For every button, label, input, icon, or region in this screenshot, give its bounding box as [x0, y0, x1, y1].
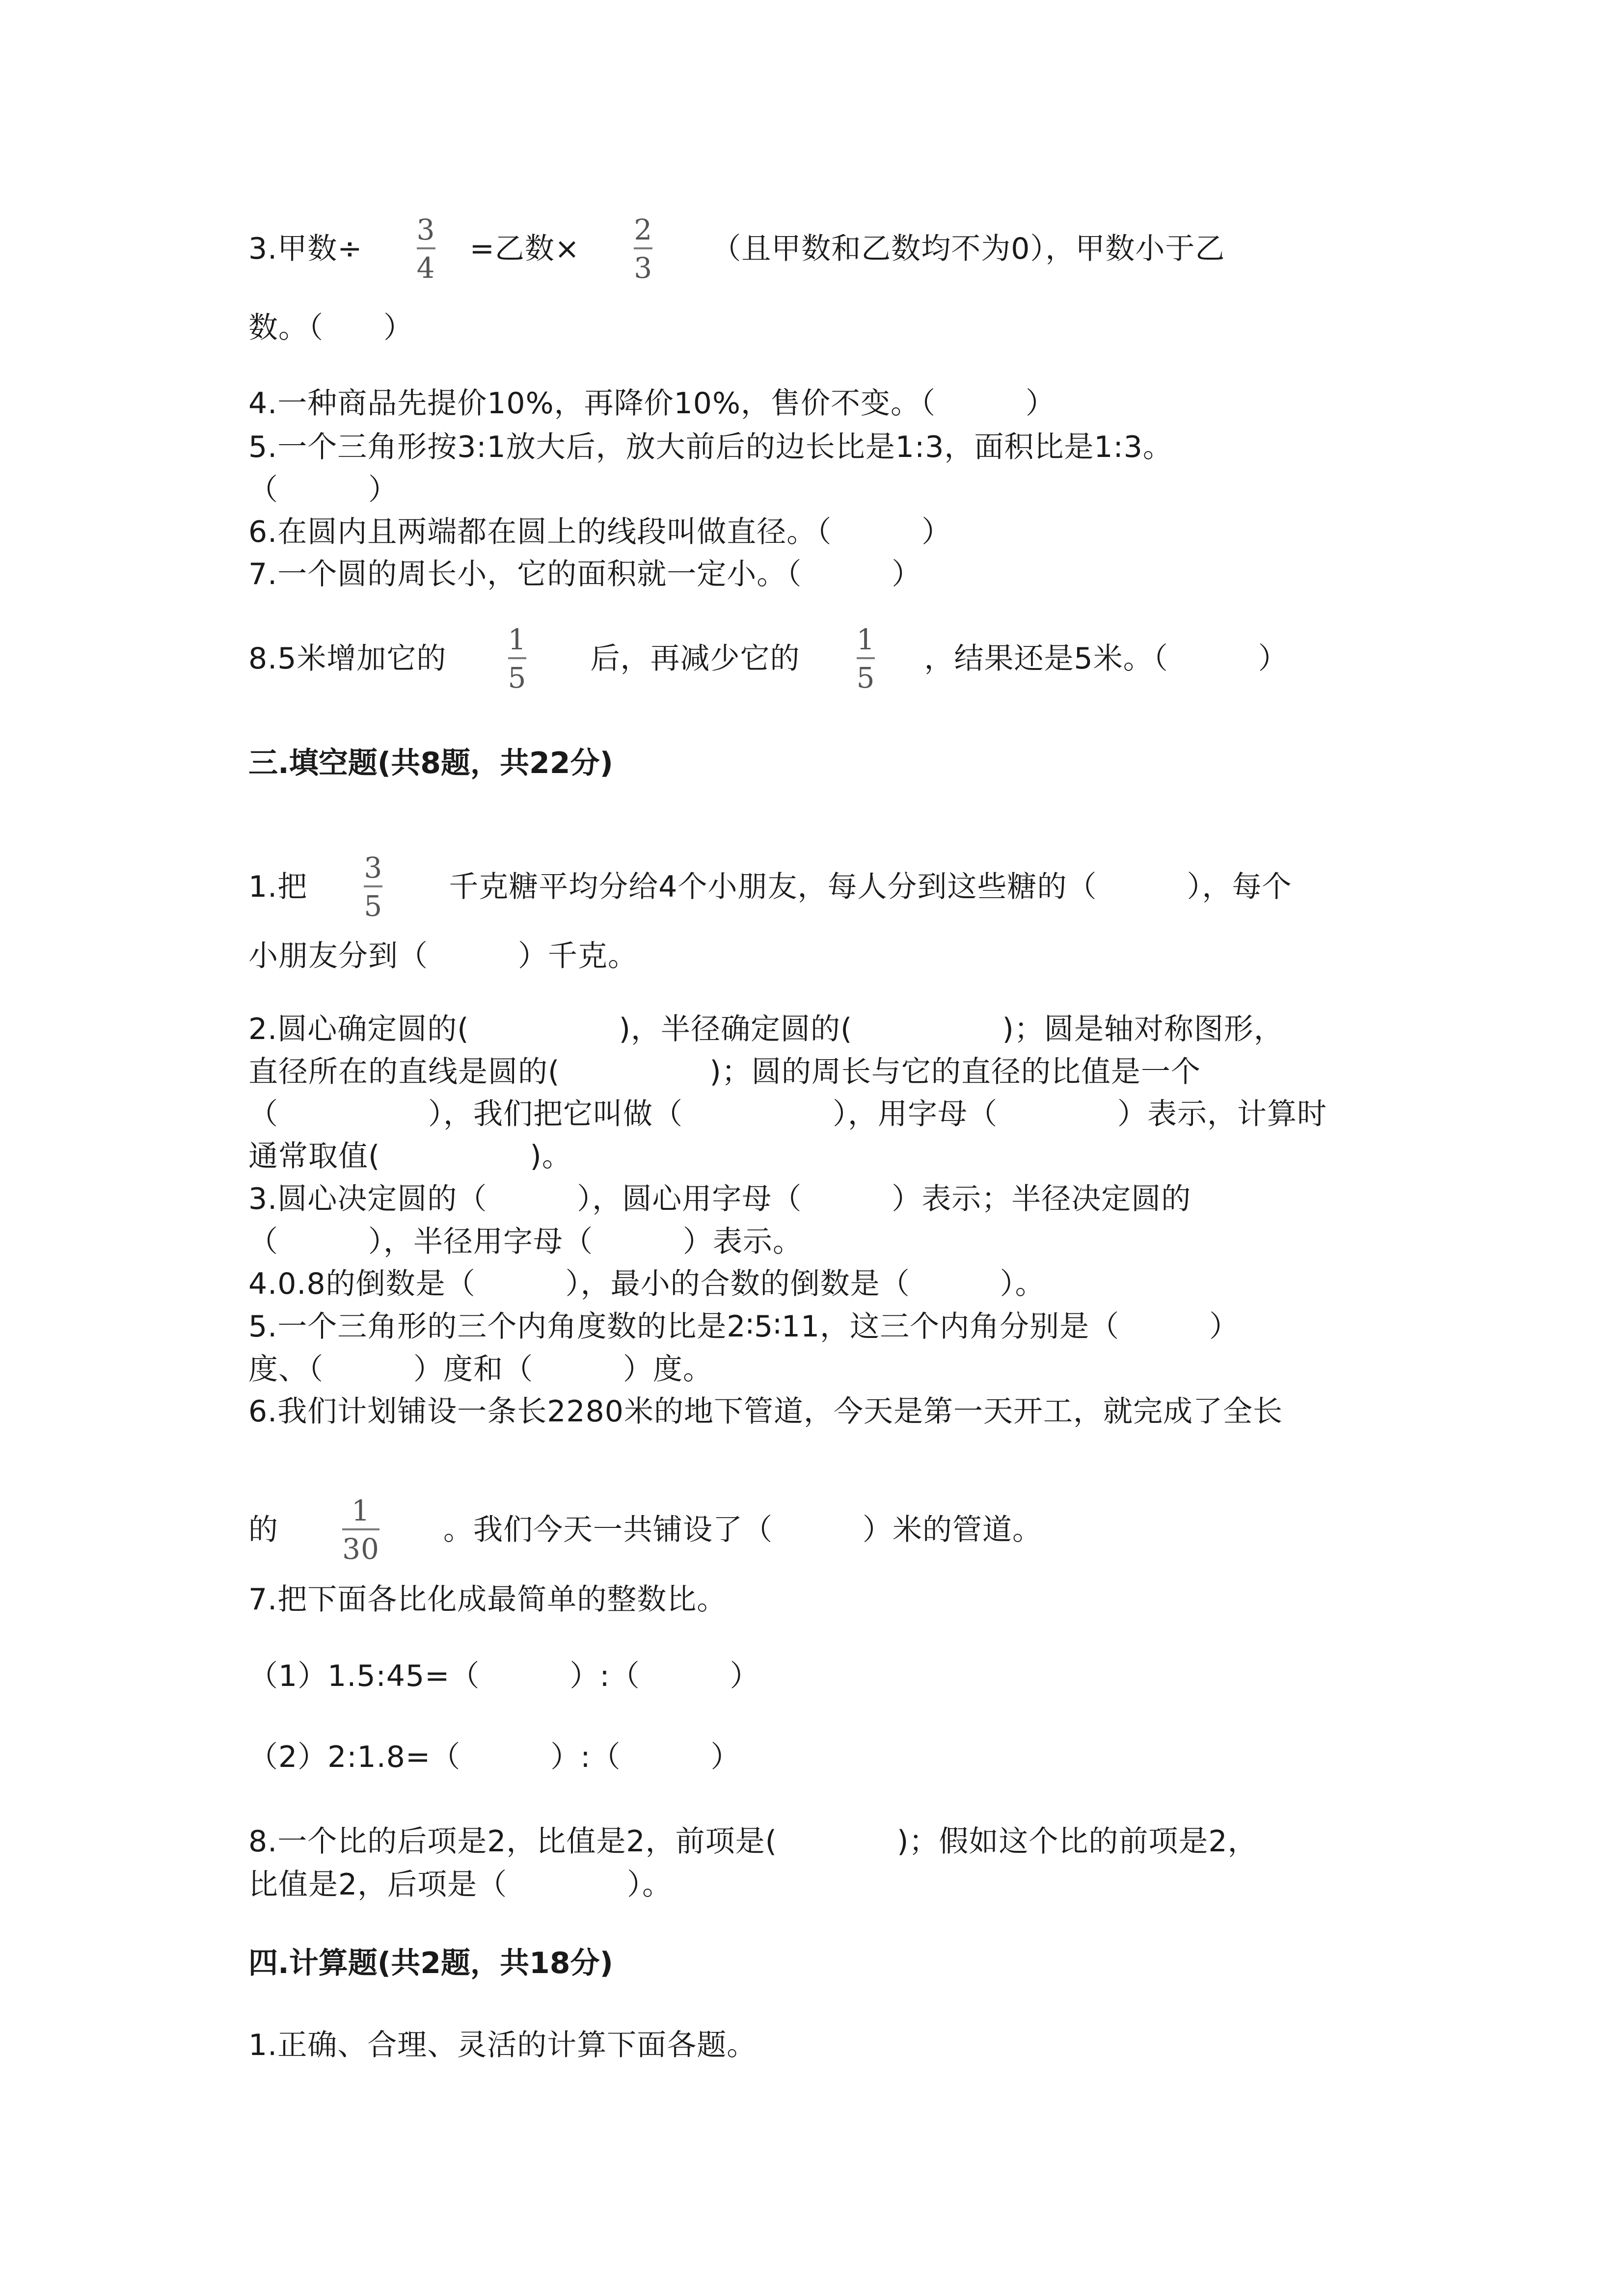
fraction-denominator: 4: [416, 251, 435, 285]
fill-6-text-a: 的: [248, 1513, 278, 1547]
judge-3-text-a: 3.甲数÷: [248, 232, 363, 266]
fill-1-text-a: 1.把: [248, 870, 308, 904]
fill-item-1: [248, 852, 1292, 922]
judge-item-5-continued: （ ）: [248, 473, 398, 507]
fill-item-1-continued: 小朋友分到（ ）千克。: [248, 939, 638, 973]
fill-item-7-sub-1: （1）1.5:45=（ ）:（ ）: [248, 1659, 760, 1693]
fraction: [342, 1495, 379, 1565]
fraction-bar: [508, 657, 527, 659]
fraction-bar: [417, 247, 435, 249]
judge-item-6: 6.在圆内且两端都在圆上的线段叫做直径。（ ）: [248, 515, 952, 549]
fill-item-8-line-1: 8.一个比的后项是2，比值是2，前项是( )；假如这个比的前项是2，: [248, 1824, 1258, 1859]
fraction-denominator: 30: [342, 1532, 379, 1566]
judge-item-7: 7.一个圆的周长小，它的面积就一定小。（ ）: [248, 557, 922, 591]
fill-item-2-line-1: 2.圆心确定圆的( )，半径确定圆的( )；圆是轴对称图形，: [248, 1012, 1284, 1046]
fraction-numerator: 1: [352, 1494, 370, 1527]
fill-item-3-line-2: （ ），半径用字母（ ）表示。: [248, 1225, 803, 1259]
fill-item-7-sub-2: （2）2:1.8=（ ）:（ ）: [248, 1740, 741, 1774]
fill-item-6-line-2: [248, 1495, 1042, 1565]
fraction-numerator: 3: [416, 213, 435, 246]
fraction: [364, 852, 382, 922]
fraction-numerator: 1: [508, 623, 527, 656]
fill-item-4: 4.0.8的倒数是（ ），最小的合数的倒数是（ ）。: [248, 1267, 1045, 1301]
fraction-numerator: 3: [364, 851, 383, 884]
judge-8-text-c: ，结果还是5米。（ ）: [924, 641, 1288, 676]
fill-item-2-line-3: （ ），我们把它叫做（ ），用字母（ ）表示，计算时: [248, 1097, 1327, 1131]
fraction-numerator: 1: [856, 623, 875, 656]
fraction-bar: [634, 247, 652, 249]
fill-item-3-line-1: 3.圆心决定圆的（ ），圆心用字母（ ）表示；半径决定圆的: [248, 1182, 1191, 1216]
fill-item-2-line-4: 通常取值( )。: [248, 1139, 572, 1174]
fill-item-7: 7.把下面各比化成最简单的整数比。: [248, 1582, 727, 1617]
fill-item-8-line-2: 比值是2，后项是（ ）。: [248, 1868, 673, 1902]
judge-item-3-continued: 数。（ ）: [248, 311, 413, 345]
fraction: [508, 623, 527, 694]
fraction-denominator: 3: [634, 251, 653, 285]
section-4-heading: 四.计算题(共2题，共18分): [248, 1946, 613, 1980]
judge-3-text-b: =乙数×: [469, 232, 580, 266]
fill-item-5-line-1: 5.一个三角形的三个内角度数的比是2∶5∶11，这三个内角分别是（ ）: [248, 1309, 1240, 1344]
judge-item-4: 4.一种商品先提价10%，再降价10%，售价不变。（ ）: [248, 386, 1056, 421]
fraction-denominator: 5: [364, 889, 383, 923]
judge-item-8: [248, 623, 1288, 694]
judge-item-5: 5.一个三角形按3:1放大后，放大前后的边长比是1:3，面积比是1:3。: [248, 430, 1173, 464]
fill-item-6-line-1: 6.我们计划铺设一条长2280米的地下管道，今天是第一天开工，就完成了全长: [248, 1394, 1283, 1429]
fill-1-text-b: 千克糖平均分给4个小朋友，每人分到这些糖的（ ），每个: [449, 870, 1292, 904]
judge-8-text-b: 后，再减少它的: [590, 641, 800, 676]
fraction: [417, 214, 435, 284]
judge-item-3: [248, 214, 1225, 284]
fraction: [634, 214, 652, 284]
fraction: [857, 623, 875, 694]
fraction-bar: [342, 1528, 379, 1530]
fraction-bar: [364, 885, 382, 887]
fill-item-5-line-2: 度、（ ）度和（ ）度。: [248, 1352, 713, 1387]
fill-6-text-b: 。我们今天一共铺设了（ ）米的管道。: [443, 1513, 1042, 1547]
calc-item-1: 1.正确、合理、灵活的计算下面各题。: [248, 2028, 757, 2062]
judge-3-text-c: （且甲数和乙数均不为0），甲数小于乙: [711, 232, 1225, 266]
fill-item-2-line-2: 直径所在的直线是圆的( )；圆的周长与它的直径的比值是一个: [248, 1055, 1201, 1089]
section-3-heading: 三.填空题(共8题，共22分): [248, 746, 613, 780]
fraction-bar: [857, 657, 875, 659]
fraction-denominator: 5: [508, 661, 527, 694]
fraction-denominator: 5: [856, 661, 875, 694]
judge-8-text-a: 8.5米增加它的: [248, 641, 447, 676]
fraction-numerator: 2: [634, 213, 653, 246]
